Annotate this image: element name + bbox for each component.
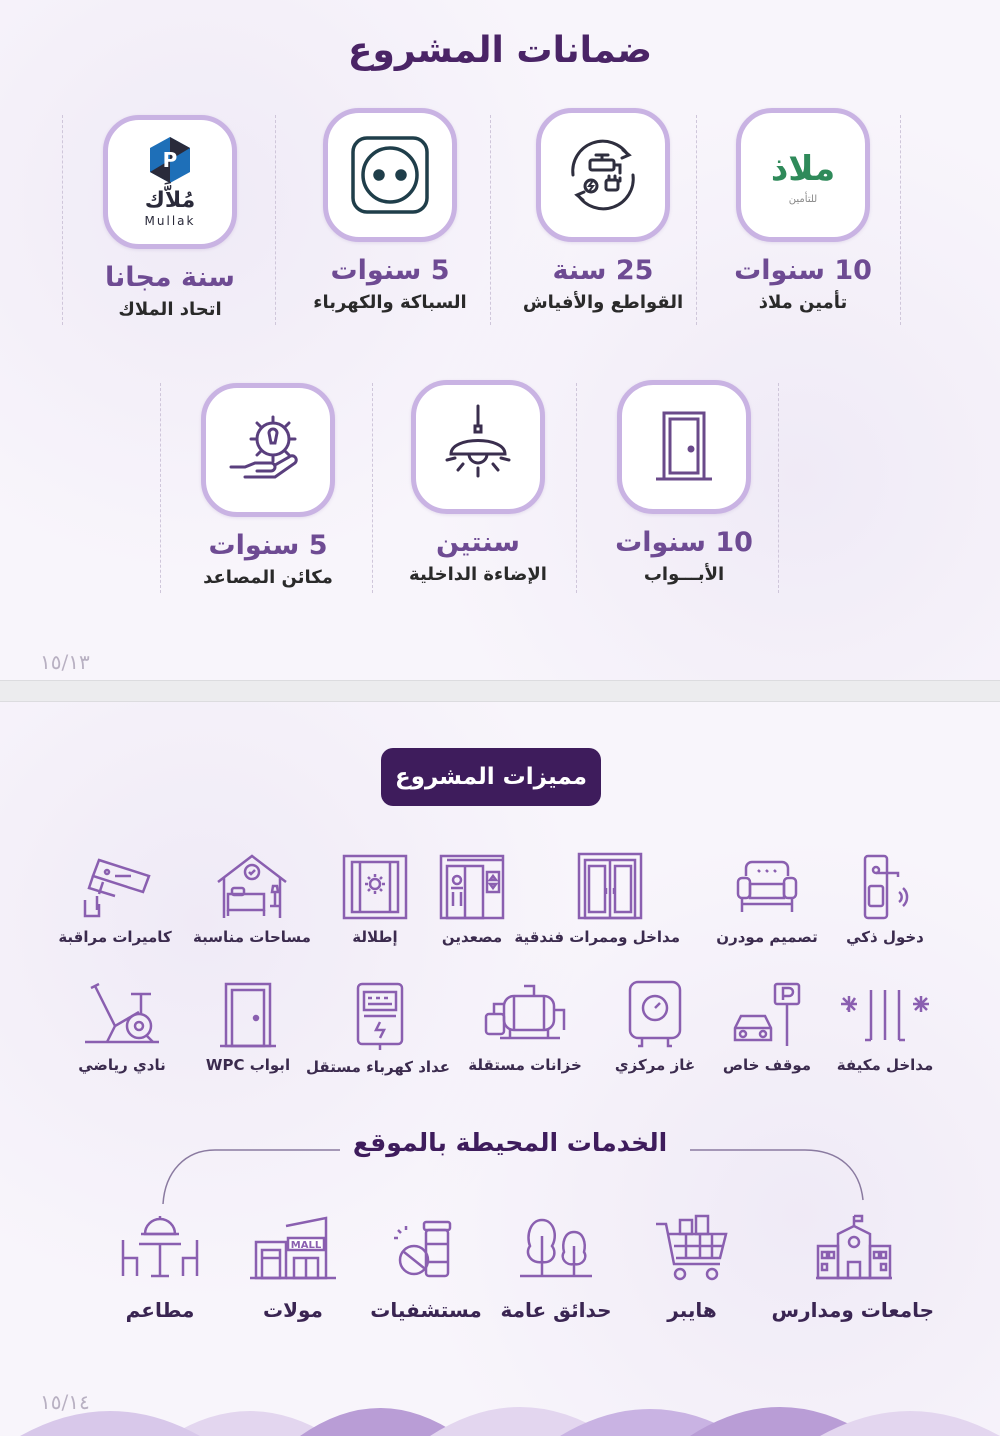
features-page bbox=[0, 702, 1000, 1436]
smart-lock-icon bbox=[855, 852, 915, 922]
item-label: جامعات ومدارس bbox=[771, 1298, 934, 1322]
guarantee-years: 10 سنوات bbox=[615, 527, 753, 558]
socket-icon bbox=[323, 108, 457, 242]
cctv-camera-icon bbox=[75, 852, 155, 922]
features-title: مميزات المشروع bbox=[381, 748, 601, 806]
item-label: مداخل مكيفة bbox=[836, 1056, 934, 1074]
item-label: دخول ذكي bbox=[846, 928, 924, 946]
restaurant-icon bbox=[115, 1212, 205, 1286]
feature-spaces bbox=[182, 852, 322, 946]
item-label: موقف خاص bbox=[722, 1056, 812, 1074]
door-icon bbox=[617, 380, 751, 514]
guarantee-years: سنتين bbox=[436, 527, 520, 558]
double-door-icon bbox=[575, 850, 645, 922]
elevator-icon bbox=[437, 852, 507, 922]
feature-gym bbox=[52, 980, 192, 1074]
service-schools bbox=[771, 1212, 934, 1322]
feature-separate-tanks bbox=[455, 980, 595, 1074]
feature-wpc-doors bbox=[178, 980, 318, 1074]
item-label: غاز مركزي bbox=[614, 1056, 696, 1074]
medicine-icon bbox=[386, 1212, 466, 1286]
mullak-logo-text: مُلاَّك bbox=[144, 188, 196, 213]
faucet-plug-icon bbox=[536, 108, 670, 242]
feature-electric-meter bbox=[306, 980, 450, 1076]
guarantee-malath bbox=[703, 108, 903, 313]
malath-logo bbox=[736, 108, 870, 242]
guarantee-owners-union bbox=[70, 115, 270, 320]
item-label: مصعدين bbox=[441, 928, 503, 946]
guarantee-breakers bbox=[503, 108, 703, 313]
gas-meter-icon bbox=[620, 978, 690, 1050]
shopping-cart-icon bbox=[652, 1212, 732, 1286]
guarantee-label: اتحاد الملاك bbox=[118, 299, 222, 320]
page-number: ١٥/١٣ bbox=[40, 650, 90, 674]
page-number: ١٥/١٤ bbox=[40, 1390, 90, 1414]
guarantee-doors bbox=[584, 380, 784, 585]
guarantee-label: تأمين ملاذ bbox=[758, 292, 848, 313]
water-tank-icon bbox=[480, 980, 570, 1050]
guarantee-label: مكائن المصاعد bbox=[203, 567, 333, 588]
guarantee-years: 10 سنوات bbox=[734, 255, 872, 286]
feature-hotel-entrances bbox=[514, 850, 680, 946]
armchair-icon bbox=[732, 852, 802, 922]
item-label: حدائق عامة bbox=[500, 1298, 612, 1322]
gear-hand-icon bbox=[201, 383, 335, 517]
exercise-bike-icon bbox=[77, 980, 167, 1050]
guarantee-years: 5 سنوات bbox=[330, 255, 450, 286]
guarantees-page bbox=[0, 0, 1000, 680]
mall-icon bbox=[248, 1212, 338, 1286]
feature-modern-design bbox=[697, 852, 837, 946]
page-divider bbox=[0, 680, 1000, 702]
malath-logo-text: ملاذ bbox=[770, 149, 836, 189]
item-label: مستشفيات bbox=[370, 1298, 482, 1322]
item-label: مساحات مناسبة bbox=[193, 928, 311, 946]
wpc-door-icon bbox=[218, 980, 278, 1050]
bedroom-icon bbox=[214, 852, 290, 922]
guarantee-label: السباكة والكهرباء bbox=[313, 292, 467, 313]
item-label: إطلالة bbox=[352, 928, 398, 946]
guarantee-elevators bbox=[168, 383, 368, 588]
guarantee-plumbing bbox=[290, 108, 490, 313]
trees-icon bbox=[516, 1212, 596, 1286]
guarantees-title: ضمانات المشروع bbox=[347, 30, 653, 71]
mullak-logo bbox=[103, 115, 237, 249]
electric-meter-icon bbox=[350, 980, 410, 1052]
feature-view bbox=[305, 852, 445, 946]
school-icon bbox=[814, 1212, 894, 1286]
service-hyper bbox=[612, 1212, 772, 1322]
item-label: عداد كهرباء مستقل bbox=[306, 1058, 450, 1076]
item-label: مداخل وممرات فندقية bbox=[514, 928, 680, 946]
window-view-icon bbox=[340, 852, 410, 922]
item-label: كاميرات مراقبة bbox=[58, 928, 172, 946]
mullak-logo-sub: Mullak bbox=[144, 214, 196, 228]
parking-car-icon bbox=[727, 980, 807, 1050]
item-label: مولات bbox=[263, 1298, 323, 1322]
item-label: ابواب WPC bbox=[205, 1056, 291, 1074]
guarantee-label: الإضاءة الداخلية bbox=[409, 564, 547, 585]
item-label: هايبر bbox=[667, 1298, 717, 1322]
svg-text:P: P bbox=[162, 148, 178, 172]
feature-cctv bbox=[45, 852, 185, 946]
guarantee-lighting bbox=[378, 380, 578, 585]
item-label: نادي رياضي bbox=[78, 1056, 166, 1074]
feature-central-gas bbox=[585, 978, 725, 1074]
item-label: خزانات مستقلة bbox=[468, 1056, 582, 1074]
guarantee-label: الأبـــواب bbox=[643, 564, 725, 585]
service-restaurants bbox=[80, 1212, 240, 1322]
malath-logo-sub: للتأمين bbox=[788, 194, 818, 205]
guarantee-label: القواطع والأفياش bbox=[522, 292, 684, 313]
item-label: مطاعم bbox=[125, 1298, 195, 1322]
guarantee-years: 5 سنوات bbox=[208, 530, 328, 561]
guarantee-years: 25 سنة bbox=[552, 255, 654, 286]
mall-sign-text: MALL bbox=[290, 1240, 322, 1251]
pendant-lamp-icon bbox=[411, 380, 545, 514]
ac-snowflake-icon bbox=[835, 980, 935, 1050]
services-title: الخدمات المحيطة بالموقع bbox=[352, 1128, 668, 1157]
guarantee-years: سنة مجانا bbox=[105, 262, 235, 293]
decorative-mounds bbox=[0, 1386, 1000, 1436]
item-label: تصميم مودرن bbox=[716, 928, 818, 946]
